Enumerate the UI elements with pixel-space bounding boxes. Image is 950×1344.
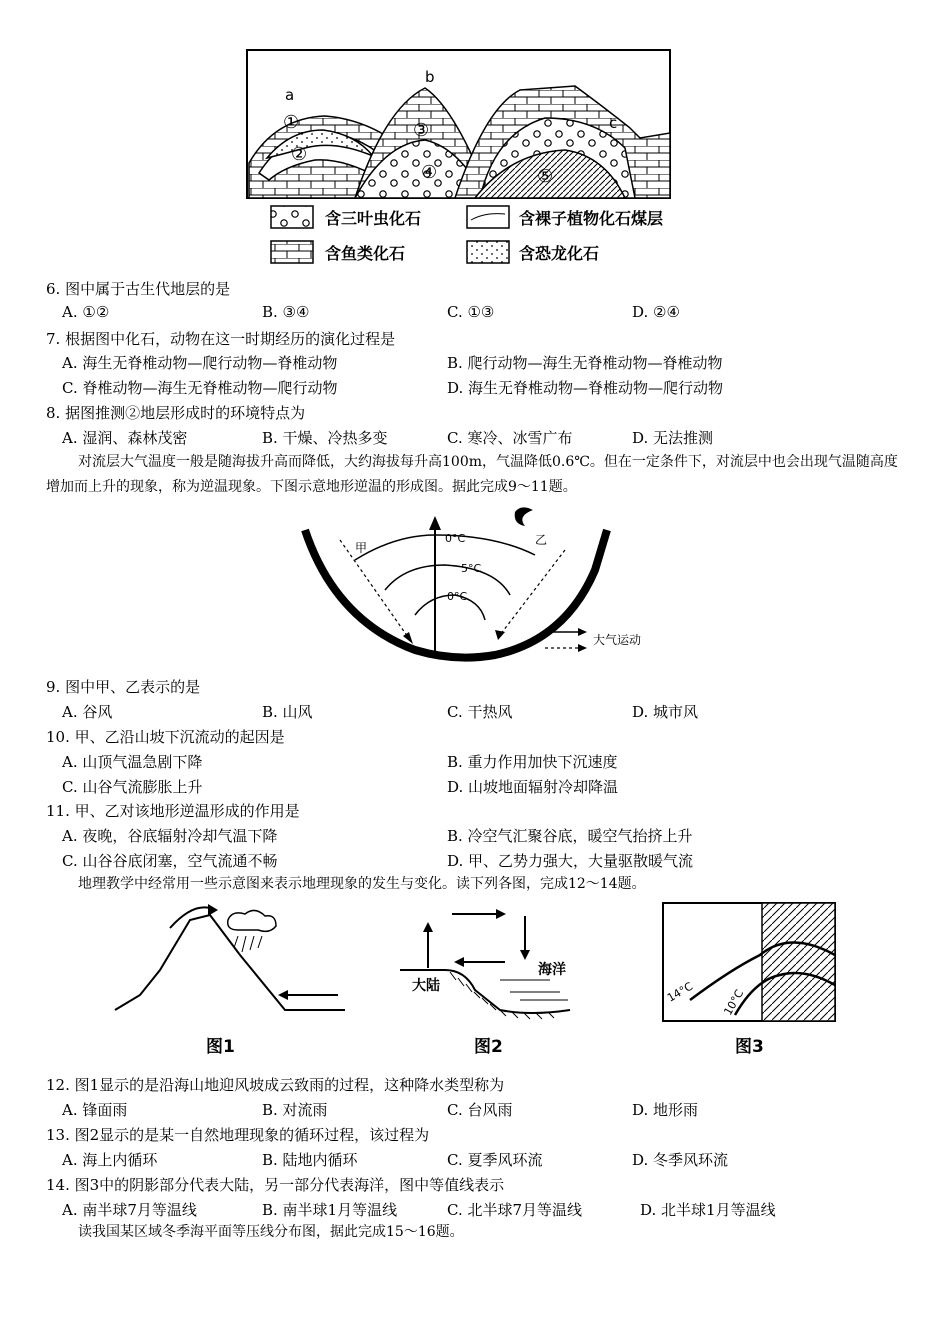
inversion-figure: [295, 500, 675, 675]
legend-swatch-coal: [467, 206, 509, 228]
q13-option-c[interactable]: C. 夏季风环流: [447, 1151, 543, 1169]
label-3: ③: [413, 120, 430, 141]
fig2-caption: 图2: [474, 1037, 503, 1057]
legend-fish: 含鱼类化石: [325, 244, 406, 263]
q10-stem: 10. 甲、乙沿山坡下沉流动的起因是: [46, 728, 285, 746]
iso-mid: 5°C: [461, 562, 482, 575]
q10-option-d[interactable]: D. 山坡地面辐射冷却降温: [447, 778, 619, 796]
q10-option-a[interactable]: A. 山顶气温急剧下降: [62, 753, 203, 771]
q10-option-c[interactable]: C. 山谷气流膨胀上升: [62, 778, 203, 796]
q7-option-b[interactable]: B. 爬行动物—海生无脊椎动物—脊椎动物: [447, 354, 723, 372]
q9-option-d[interactable]: D. 城市风: [632, 703, 699, 721]
q7-option-d[interactable]: D. 海生无脊椎动物—脊椎动物—爬行动物: [447, 379, 724, 397]
q6-option-b[interactable]: B. ③④: [262, 303, 310, 321]
q7-stem: 7. 根据图中化石，动物在这一时期经历的演化过程是: [46, 330, 396, 348]
label-jia: 甲: [355, 541, 368, 555]
label-14c: 14°C: [665, 979, 696, 1005]
q13-option-a[interactable]: A. 海上内循环: [62, 1151, 158, 1169]
fig1-caption: 图1: [206, 1037, 235, 1057]
label-10c: 10°C: [721, 987, 747, 1018]
q13-stem: 13. 图2显示的是某一自然地理现象的循环过程，该过程为: [46, 1126, 430, 1144]
label-4: ④: [421, 162, 438, 183]
q14-option-c[interactable]: C. 北半球7月等温线: [447, 1201, 583, 1219]
cloud-icon: [228, 910, 276, 931]
q11-option-c[interactable]: C. 山谷谷底闭塞，空气流通不畅: [62, 852, 278, 870]
q14-stem: 14. 图3中的阴影部分代表大陆，另一部分代表海洋，图中等值线表示: [46, 1176, 505, 1194]
label-5: ⑤: [537, 166, 554, 187]
legend-swatch-dino: [467, 241, 509, 263]
figure-2: [390, 900, 590, 1060]
label-c: c: [609, 114, 618, 132]
q11-option-a[interactable]: A. 夜晚，谷底辐射冷却气温下降: [62, 827, 278, 845]
strata-figure: [245, 48, 675, 273]
q7-option-a[interactable]: A. 海生无脊椎动物—爬行动物—脊椎动物: [62, 354, 338, 372]
legend-swatch-fish: [271, 241, 313, 263]
label-b: b: [425, 68, 435, 86]
q13-option-d[interactable]: D. 冬季风环流: [632, 1151, 729, 1169]
intro-12-14: 地理教学中经常用一些示意图来表示地理现象的发生与变化。读下列各图，完成12～14题。: [78, 876, 646, 892]
q8-option-c[interactable]: C. 寒冷、冰雪广布: [447, 429, 573, 447]
q6-option-c[interactable]: C. ①③: [447, 303, 495, 321]
moon-icon: [515, 507, 533, 526]
q6-stem: 6. 图中属于古生代地层的是: [46, 280, 231, 298]
land-shade: [762, 903, 835, 1021]
figure-1: [110, 900, 350, 1060]
label-2: ②: [291, 144, 308, 165]
intro-9-11: 对流层大气温度一般是随海拔升高而降低，大约海拔每升高100m，气温降低0.6℃。但在一定条件下，对流层中也会出现气温随高度增加而上升的现象，称为逆温现象。下图示意地形逆温的形成图。据此完成9～11题。: [46, 454, 898, 495]
q8-option-d[interactable]: D. 无法推测: [632, 429, 714, 447]
q13-option-b[interactable]: B. 陆地内循环: [262, 1151, 358, 1169]
q8-stem: 8. 据图推测②地层形成时的环境特点为: [46, 404, 306, 422]
legend-dino: 含恐龙化石: [519, 244, 600, 263]
q12-option-a[interactable]: A. 锋面雨: [62, 1101, 128, 1119]
label-1: ①: [283, 112, 300, 133]
intro-15-16: 读我国某区域冬季海平面等压线分布图，据此完成15～16题。: [78, 1224, 464, 1240]
q12-option-b[interactable]: B. 对流雨: [262, 1101, 328, 1119]
q9-stem: 9. 图中甲、乙表示的是: [46, 678, 201, 696]
q10-option-b[interactable]: B. 重力作用加快下沉速度: [447, 753, 618, 771]
label-land: 大陆: [412, 978, 440, 994]
iso-top: 0°C: [445, 532, 466, 545]
q9-option-c[interactable]: C. 干热风: [447, 703, 513, 721]
q11-stem: 11. 甲、乙对该地形逆温形成的作用是: [46, 802, 300, 820]
label-yi: 乙: [535, 533, 548, 547]
q6-option-d[interactable]: D. ②④: [632, 303, 680, 321]
q11-option-d[interactable]: D. 甲、乙势力强大，大量驱散暖气流: [447, 852, 694, 870]
legend-air-motion: 大气运动: [593, 633, 642, 647]
q11-option-b[interactable]: B. 冷空气汇聚谷底，暖空气抬挤上升: [447, 827, 693, 845]
q12-stem: 12. 图1显示的是沿海山地迎风坡成云致雨的过程，这种降水类型称为: [46, 1076, 505, 1094]
label-a: a: [285, 86, 295, 104]
q9-option-a[interactable]: A. 谷风: [62, 703, 113, 721]
fig3-caption: 图3: [735, 1037, 764, 1057]
q12-option-d[interactable]: D. 地形雨: [632, 1101, 699, 1119]
q6-option-a[interactable]: A. ①②: [62, 303, 110, 321]
legend-coal: 含裸子植物化石煤层: [519, 209, 664, 228]
q8-option-a[interactable]: A. 湿润、森林茂密: [62, 429, 188, 447]
figure-3: [660, 900, 840, 1060]
q12-option-c[interactable]: C. 台风雨: [447, 1101, 513, 1119]
iso-low: 0°C: [447, 590, 468, 603]
q14-option-a[interactable]: A. 南半球7月等温线: [62, 1201, 197, 1219]
q7-option-c[interactable]: C. 脊椎动物—海生无脊椎动物—爬行动物: [62, 379, 338, 397]
q14-option-d[interactable]: D. 北半球1月等温线: [640, 1201, 776, 1219]
q8-option-b[interactable]: B. 干燥、冷热多变: [262, 429, 388, 447]
q14-option-b[interactable]: B. 南半球1月等温线: [262, 1201, 398, 1219]
legend-trilobite: 含三叶虫化石: [325, 209, 422, 228]
legend-swatch-trilobite: [271, 206, 313, 228]
q9-option-b[interactable]: B. 山风: [262, 703, 313, 721]
label-ocean: 海洋: [538, 962, 566, 978]
